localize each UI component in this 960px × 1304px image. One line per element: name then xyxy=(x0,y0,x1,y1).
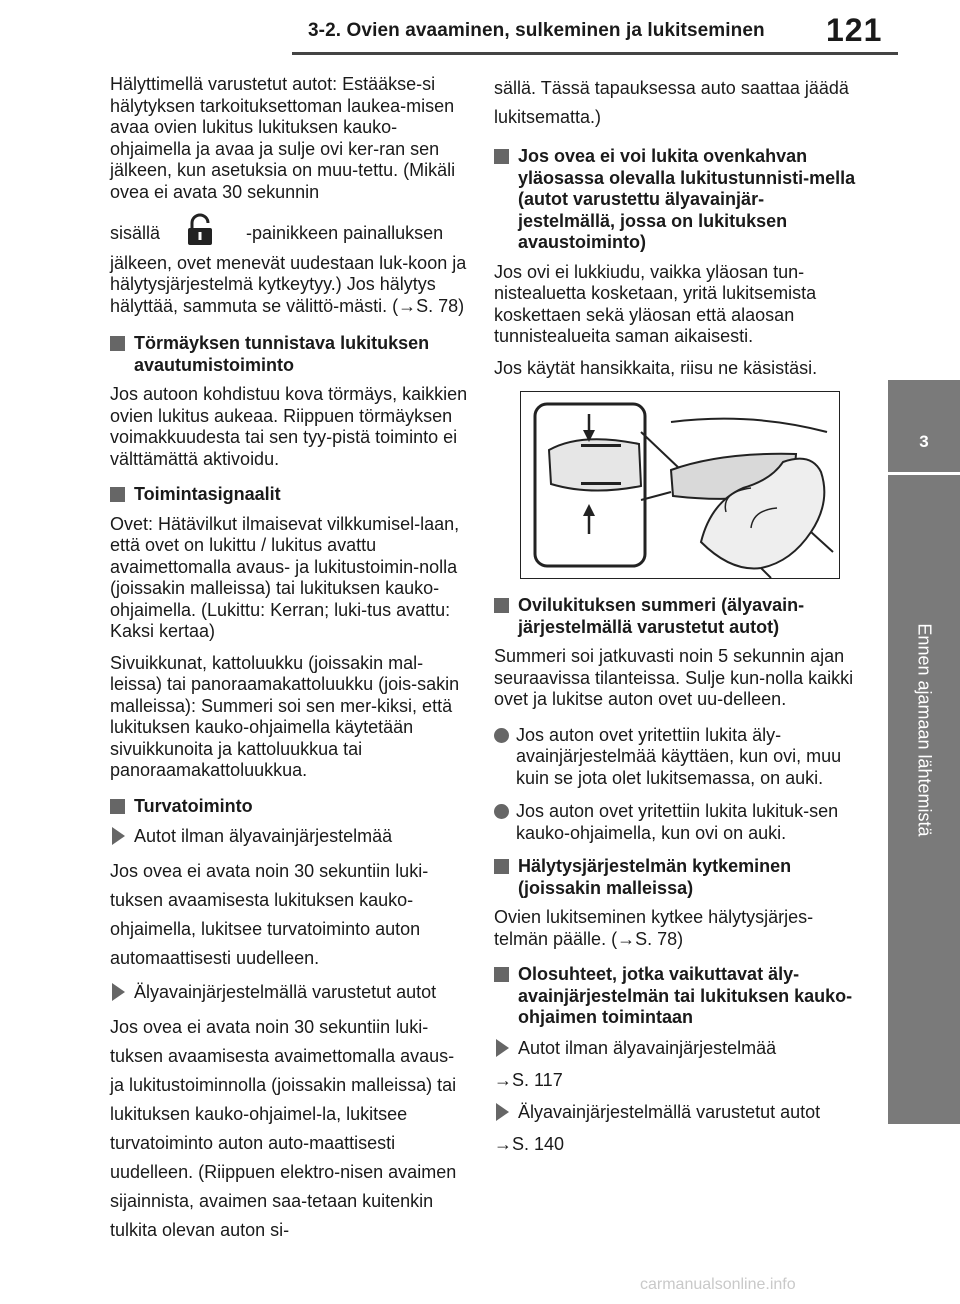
door-handle-illustration xyxy=(520,391,840,579)
paragraph: Sivuikkunat, kattoluukku (joissakin mal-leissa) tai panoraamakattoluukku (jois-sakin malleissa): Summeri soi sen mer-kiksi, että lukituksen kauko-ohjaimella käytetään sivuikkunoita ja kattoluukkua tai panoraamakattoluukkua. xyxy=(110,652,460,780)
paragraph: sällä. Tässä tapauksessa auto saattaa jäädä lukitsematta.) xyxy=(494,78,849,127)
section-heading xyxy=(494,964,860,1029)
subheading-text: Autot ilman älyavainjärjestelmää xyxy=(134,826,393,846)
heading-text: Toimintasignaalit xyxy=(134,484,281,504)
right-column xyxy=(494,74,860,1165)
square-bullet-icon xyxy=(110,336,125,351)
square-bullet-icon xyxy=(494,967,509,982)
triangle-bullet-icon xyxy=(496,1103,509,1121)
tab-separator xyxy=(888,472,960,475)
list-item-text: Jos auton ovet yritettiin lukita äly-avainjärjestelmää käyttäen, kun ovi, muu kuin se jota olet lukitsemassa, on auki. xyxy=(516,724,842,788)
subheading-text: Autot ilman älyavainjärjestelmää xyxy=(518,1037,777,1058)
circle-bullet-icon xyxy=(494,804,509,819)
subheading xyxy=(110,825,470,847)
triangle-bullet-icon xyxy=(112,983,125,1001)
paragraph: Jos käytät hansikkaita, riisu ne käsistäsi. xyxy=(494,357,818,378)
paragraph: Jos ovea ei avata noin 30 sekuntiin luki-tuksen avaamisesta lukituksen kauko-ohjaimella, lukitsee turvatoiminto auton automaattisesti uudelleen. xyxy=(110,861,429,968)
list-item-text: Jos auton ovet yritettiin lukita lukituk-sen kauko-ohjaimella, kun ovi on auki. xyxy=(516,801,839,843)
triangle-bullet-icon xyxy=(496,1039,509,1057)
paragraph: Jos ovi ei lukkiudu, vaikka yläosan tun-nistealuetta kosketaan, yritä lukitsemista koskettaen sekä yläosan että alaosan tunnistealueita saman aikaisesti. xyxy=(494,261,817,346)
inline-text: sisällä xyxy=(110,223,161,243)
heading-text: Olosuhteet, jotka vaikuttavat äly-avainjärjestelmän tai lukituksen kauko-ohjaimen toimintaan xyxy=(518,964,853,1027)
list-item xyxy=(494,801,860,844)
subheading xyxy=(494,1101,860,1123)
page-number: 121 xyxy=(826,12,883,48)
paragraph: Jos ovea ei avata noin 30 sekuntiin luki-tuksen avaamisesta avaimettomalla avaus- ja lukitustoiminnolla (joissakin malleissa) tai lukituksen kauko-ohjaimel-la, lukitsee turvatoiminto auton auto-maattisesti uudelleen. (Riippuen elektro-nisen avaimen sijainnista, avaimen saa-tetaan kuitenkin tulkita olevan auton si- xyxy=(110,1017,457,1240)
paragraph: Hälyttimellä varustetut autot: Estääkse-si hälytyksen tarkoituksettoman laukea-misen avaa ovien lukitus lukituksen kauko-ohjaimella ja avaa ja sulje ovi ker-ran sen jälkeen, kun asetuksia on muu-tettu. (Mikäli ovea ei avata 30 sekunnin xyxy=(110,74,456,202)
square-bullet-icon xyxy=(110,799,125,814)
subheading xyxy=(494,1037,860,1059)
lock-icon xyxy=(184,213,216,253)
list-item xyxy=(494,725,860,790)
page-reference: →S. 117 xyxy=(494,1069,563,1090)
page-reference: →S. 140 xyxy=(494,1133,565,1154)
left-column xyxy=(110,74,470,1251)
chapter-title: Ennen ajamaan lähtemistä xyxy=(914,623,935,837)
watermark: carmanualsonline.info xyxy=(640,1276,796,1293)
heading-text: Turvatoiminto xyxy=(134,795,253,816)
square-bullet-icon xyxy=(494,859,509,874)
section-heading xyxy=(494,856,860,899)
paragraph xyxy=(110,213,470,317)
section-heading xyxy=(110,484,470,506)
header-rule xyxy=(292,52,898,55)
circle-bullet-icon xyxy=(494,728,509,743)
section-heading xyxy=(110,333,470,376)
door-handle-drawing xyxy=(521,392,839,578)
subheading-text: Älyavainjärjestelmällä varustetut autot xyxy=(518,1101,821,1122)
section-heading xyxy=(494,146,860,254)
section-heading xyxy=(494,595,860,638)
section-heading xyxy=(110,796,470,818)
section-title: 3-2. Ovien avaaminen, sulkeminen ja lukitseminen xyxy=(308,20,765,41)
inline-text: -painikkeen painalluksen jälkeen, ovet menevät uudestaan luk-koon ja hälytysjärjestelmä kytkeytyy.) Jos hälytys hälyttää, sammuta se välittö-mästi. (→S. 78) xyxy=(110,223,467,316)
subheading xyxy=(110,981,470,1003)
paragraph: Ovet: Hätävilkut ilmaisevat vilkkumisel-laan, että ovet on lukittu / lukitus avattu avaimettomalla avaus- ja lukitustoimin-nolla (joissakin malleissa) tai lukituksen kauko-ohjaimella. (Lukittu: Kerran; luki-tus avattu: Kaksi kertaa) xyxy=(110,513,460,641)
paragraph: Ovien lukitseminen kytkee hälytysjärjes-telmän päälle. (→S. 78) xyxy=(494,907,814,949)
square-bullet-icon xyxy=(110,487,125,502)
paragraph: Summeri soi jatkuvasti noin 5 sekunnin ajan seuraavissa tilanteissa. Sulje kun-nolla kaikki ovet ja lukitse auton ovet uu-delleen. xyxy=(494,646,854,709)
chapter-tab xyxy=(888,380,960,1124)
square-bullet-icon xyxy=(494,149,509,164)
triangle-bullet-icon xyxy=(112,827,125,845)
page-header xyxy=(0,0,960,60)
heading-text: Törmäyksen tunnistava lukituksen avautumistoiminto xyxy=(134,333,430,375)
heading-text: Hälytysjärjestelmän kytkeminen (joissakin malleissa) xyxy=(518,856,792,898)
square-bullet-icon xyxy=(494,598,509,613)
subheading-text: Älyavainjärjestelmällä varustetut autot xyxy=(134,982,437,1002)
heading-text: Jos ovea ei voi lukita ovenkahvan yläosassa olevalla lukitustunnisti-mella (autot varustettu älyavainjär-jestelmällä, jossa on lukituksen avaustoiminto) xyxy=(518,146,856,252)
paragraph: Jos autoon kohdistuu kova törmäys, kaikkien ovien lukitus aukeaa. Riippuen törmäyksen voimakkuudesta tai sen tyy-pistä toiminto ei välttämättä aktivoidu. xyxy=(110,384,468,469)
heading-text: Ovilukituksen summeri (älyavain-järjestelmällä varustetut autot) xyxy=(518,595,805,637)
chapter-number: 3 xyxy=(919,432,929,451)
